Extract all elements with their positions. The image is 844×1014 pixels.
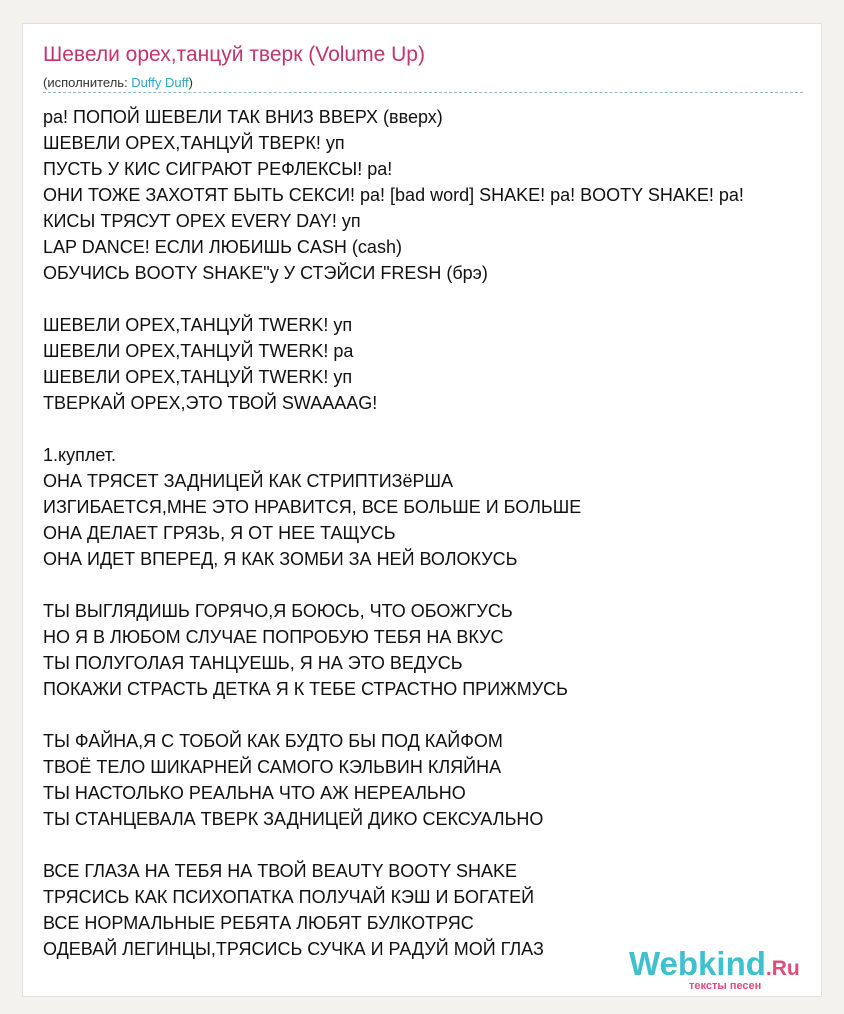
lyric-line: LAP DANCE! ЕСЛИ ЛЮБИШЬ CASH (cash) (43, 237, 402, 257)
song-title: Шевели орех,танцуй тверк (Volume Up) (43, 43, 425, 66)
lyrics-text (43, 104, 744, 962)
lyric-blank-line (43, 286, 744, 312)
lyric-line: ТВЕРКАЙ ОРЕХ,ЭТО ТВОЙ SWAAAAG! (43, 393, 378, 413)
lyric-line: ра! ПОПОЙ ШЕВЕЛИ ТАК ВНИЗ ВВЕРХ (вверх) (43, 107, 443, 127)
lyric-line: ВСЕ ГЛАЗА НА ТЕБЯ НА ТВОЙ BEAUTY BOOTY SHAKE (43, 861, 518, 881)
lyric-line: КИСЫ ТРЯСУТ ОРЕХ EVERY DAY! уп (43, 211, 361, 231)
logo-tagline: тексты песен (689, 980, 762, 992)
lyric-line: ТЫ НАСТОЛЬКО РЕАЛЬНА ЧТО АЖ НЕРЕАЛЬНО (43, 783, 466, 803)
lyric-line: ШЕВЕЛИ ОРЕХ,ТАНЦУЙ TWERK! уп (43, 315, 353, 335)
artist-link[interactable]: Duffy Duff (131, 75, 189, 90)
lyric-blank-line (43, 416, 744, 442)
logo-domain: .Ru (765, 957, 800, 980)
lyric-line: ТЫ ВЫГЛЯДИШЬ ГОРЯЧО,Я БОЮСЬ, ЧТО ОБОЖГУСЬ (43, 601, 513, 621)
lyric-line: ШЕВЕЛИ ОРЕХ,ТАНЦУЙ TWERK! ра (43, 341, 354, 361)
lyric-line: ШЕВЕЛИ ОРЕХ,ТАНЦУЙ TWERK! уп (43, 367, 353, 387)
artist-suffix: ) (188, 75, 193, 90)
lyric-line: ШЕВЕЛИ ОРЕХ,ТАНЦУЙ ТВЕРК! уп (43, 133, 345, 153)
lyric-line: ОДЕВАЙ ЛЕГИНЦЫ,ТРЯСИСЬ СУЧКА И РАДУЙ МОЙ ГЛАЗ (43, 939, 544, 959)
lyrics-card (22, 23, 822, 997)
site-logo[interactable] (629, 945, 800, 992)
lyric-line: ОБУЧИСЬ BOOTY SHAKE"у У СТЭЙСИ FRESH (брэ) (43, 263, 488, 283)
lyric-line: ТЫ СТАНЦЕВАЛА ТВЕРК ЗАДНИЦЕЙ ДИКО СЕКСУАЛЬНО (43, 809, 544, 829)
lyric-line: ОНИ ТОЖЕ ЗАХОТЯТ БЫТЬ СЕКСИ! ра! [bad word] SHAKE! ра! BOOTY SHAKE! ра! (43, 185, 744, 205)
lyric-line: 1.куплет. (43, 445, 117, 465)
lyric-line: ТЫ ПОЛУГОЛАЯ ТАНЦУЕШЬ, Я НА ЭТО ВЕДУСЬ (43, 653, 463, 673)
lyric-line: ОНА ДЕЛАЕТ ГРЯЗЬ, Я ОТ НЕЕ ТАЩУСЬ (43, 523, 396, 543)
lyric-line: ТРЯСИСЬ КАК ПСИХОПАТКА ПОЛУЧАЙ КЭШ И БОГАТЕЙ (43, 887, 535, 907)
lyric-line: ПУСТЬ У КИС СИГРАЮТ РЕФЛЕКСЫ! ра! (43, 159, 393, 179)
artist-line (43, 75, 193, 90)
lyric-line: ТВОЁ ТЕЛО ШИКАРНЕЙ САМОГО КЭЛЬВИН КЛЯЙНА (43, 757, 502, 777)
lyric-line: ИЗГИБАЕТСЯ,МНЕ ЭТО НРАВИТСЯ, ВСЕ БОЛЬШЕ И БОЛЬШЕ (43, 497, 582, 517)
lyric-line: ОНА ИДЕТ ВПЕРЕД, Я КАК ЗОМБИ ЗА НЕЙ ВОЛОКУСЬ (43, 549, 518, 569)
artist-prefix: (исполнитель: (43, 75, 132, 90)
logo-wordmark: Webkind (629, 945, 766, 982)
lyric-line: НО Я В ЛЮБОМ СЛУЧАЕ ПОПРОБУЮ ТЕБЯ НА ВКУС (43, 627, 504, 647)
lyric-blank-line (43, 832, 744, 858)
header-divider (43, 92, 803, 93)
lyric-line: ОНА ТРЯСЕТ ЗАДНИЦЕЙ КАК СТРИПТИЗёРША (43, 471, 454, 491)
lyric-blank-line (43, 572, 744, 598)
lyric-line: ВСЕ НОРМАЛЬНЫЕ РЕБЯТА ЛЮБЯТ БУЛКОТРЯС (43, 913, 474, 933)
lyric-line: ПОКАЖИ СТРАСТЬ ДЕТКА Я К ТЕБЕ СТРАСТНО ПРИЖМУСЬ (43, 679, 568, 699)
lyric-line: ТЫ ФАЙНА,Я С ТОБОЙ КАК БУДТО БЫ ПОД КАЙФОМ (43, 731, 503, 751)
lyric-blank-line (43, 702, 744, 728)
